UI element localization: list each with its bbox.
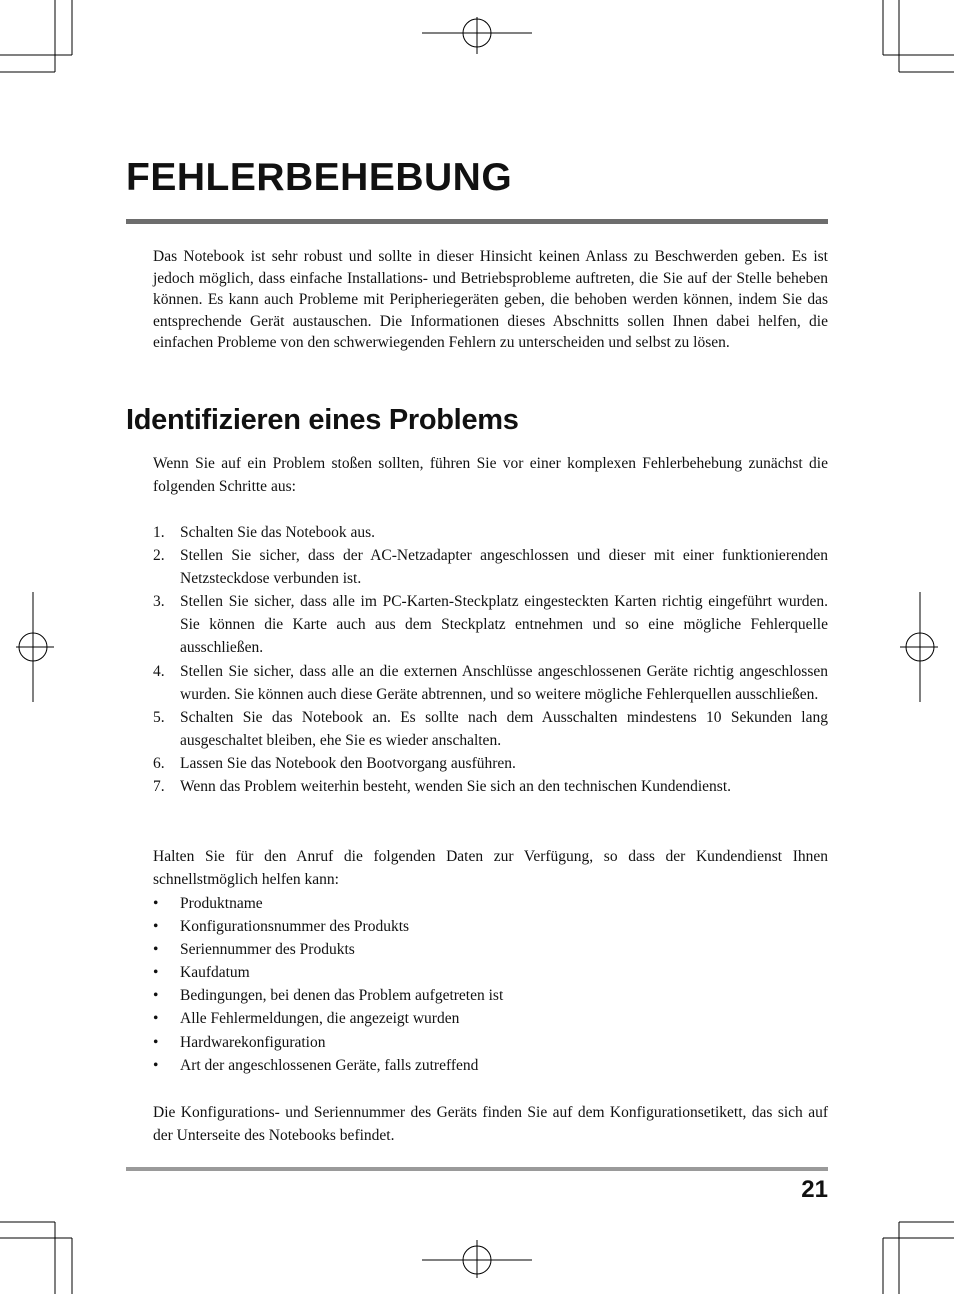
page-number: 21	[801, 1176, 828, 1203]
list-item	[153, 521, 828, 544]
step-number: 6.	[153, 754, 165, 772]
intro-paragraph: Das Notebook ist sehr robust und sollte in dieser Hinsicht keinen Anlass zu Beschwerden geben. Es ist jedoch möglich, dass einfache Installations- und Betriebsprobleme auftreten, die Sie auf der Stelle beheben können. Es kann auch Probleme mit Peripheriegeräten geben, die behoben werden können, indem Sie das entsprechende Gerät austauschen. Die Informationen dieses Abschnitts sollen Ihnen dabei helfen, die einfachen Probleme von den schwerwiegenden Fehlern zu unterscheiden und selbst zu lösen.	[153, 248, 828, 352]
list-item	[153, 938, 828, 961]
page-title: FEHLERBEHEBUNG	[126, 156, 513, 199]
list-item	[153, 660, 828, 706]
bullet-icon: •	[153, 964, 159, 982]
bullet-text: Konfigurationsnummer des Produkts	[180, 918, 410, 936]
step-text: Stellen Sie sicher, dass der AC-Netzadapter angeschlossen und dieser mit einer funktionierenden Netzsteckdose verbunden ist.	[180, 547, 828, 588]
bullet-icon: •	[153, 895, 159, 912]
bullet-icon: •	[153, 918, 159, 936]
step-number: 5.	[153, 708, 165, 726]
list-item	[153, 984, 828, 1007]
bullet-text: Art der angeschlossenen Geräte, falls zutreffend	[180, 1056, 479, 1074]
step-text: Stellen Sie sicher, dass alle im PC-Karten-Steckplatz eingesteckten Karten richtig eingeführt wurden. Sie können die Karte auch aus dem Steckplatz entnehmen und so eine mögliche Fehlerquelle ausschließen.	[180, 593, 828, 657]
step-text: Lassen Sie das Notebook den Bootvorgang ausführen.	[180, 754, 516, 772]
bullet-text: Seriennummer des Produkts	[180, 941, 355, 959]
bullet-text: Bedingungen, bei denen das Problem aufgetreten ist	[180, 987, 504, 1005]
title-rule	[126, 219, 828, 224]
step-number: 2.	[153, 547, 165, 565]
footer-rule	[126, 1167, 828, 1171]
bullet-text: Hardwarekonfiguration	[180, 1033, 326, 1051]
bullet-icon: •	[153, 987, 159, 1005]
section-heading: Identifizieren eines Problems	[126, 404, 519, 436]
step-number: 3.	[153, 593, 165, 611]
step-number: 7.	[153, 778, 165, 796]
bullet-text: Produktname	[180, 895, 263, 912]
step-number: 4.	[153, 662, 165, 680]
step-text: Schalten Sie das Notebook an. Es sollte nach dem Ausschalten mindestens 10 Sekunden lang ausgeschaltet bleiben, ehe Sie es wieder anschalten.	[180, 708, 828, 749]
bullet-icon: •	[153, 1056, 159, 1074]
list-item	[153, 892, 828, 915]
section-intro-paragraph: Wenn Sie auf ein Problem stoßen sollten, führen Sie vor einer komplexen Fehlerbehebung zunächst die folgenden Schritte aus:	[153, 455, 828, 495]
bullet-icon: •	[153, 1010, 159, 1028]
list-item	[153, 1031, 828, 1054]
step-text: Wenn das Problem weiterhin besteht, wenden Sie sich an den technischen Kundendienst.	[180, 778, 732, 796]
bullet-text: Alle Fehlermeldungen, die angezeigt wurden	[180, 1010, 460, 1028]
bullet-text: Kaufdatum	[180, 964, 250, 982]
bullet-icon: •	[153, 1033, 159, 1051]
bullet-icon: •	[153, 941, 159, 959]
list-item	[153, 752, 828, 775]
list-item	[153, 706, 828, 752]
list-item	[153, 1007, 828, 1030]
support-intro-paragraph: Halten Sie für den Anruf die folgenden Daten zur Verfügung, so dass der Kundendienst Ihnen schnellstmöglich helfen kann:	[153, 848, 828, 888]
list-item	[153, 915, 828, 938]
support-info-list	[153, 892, 828, 1077]
list-item	[153, 775, 828, 798]
list-item	[153, 544, 828, 590]
step-text: Stellen Sie sicher, dass alle an die externen Anschlüsse angeschlossenen Geräte richtig angeschlossen wurden. Sie können auch diese Geräte abtrennen, und so weitere mögliche Fehlerquellen ausschließen.	[180, 662, 828, 703]
list-item	[153, 961, 828, 984]
step-text: Schalten Sie das Notebook aus.	[180, 524, 376, 541]
list-item	[153, 1054, 828, 1077]
troubleshooting-steps-list	[153, 521, 828, 798]
closing-paragraph: Die Konfigurations- und Seriennummer des Geräts finden Sie auf dem Konfigurationsetikett, das sich auf der Unterseite des Notebooks befindet.	[153, 1104, 828, 1144]
step-number: 1.	[153, 524, 165, 541]
list-item	[153, 590, 828, 659]
